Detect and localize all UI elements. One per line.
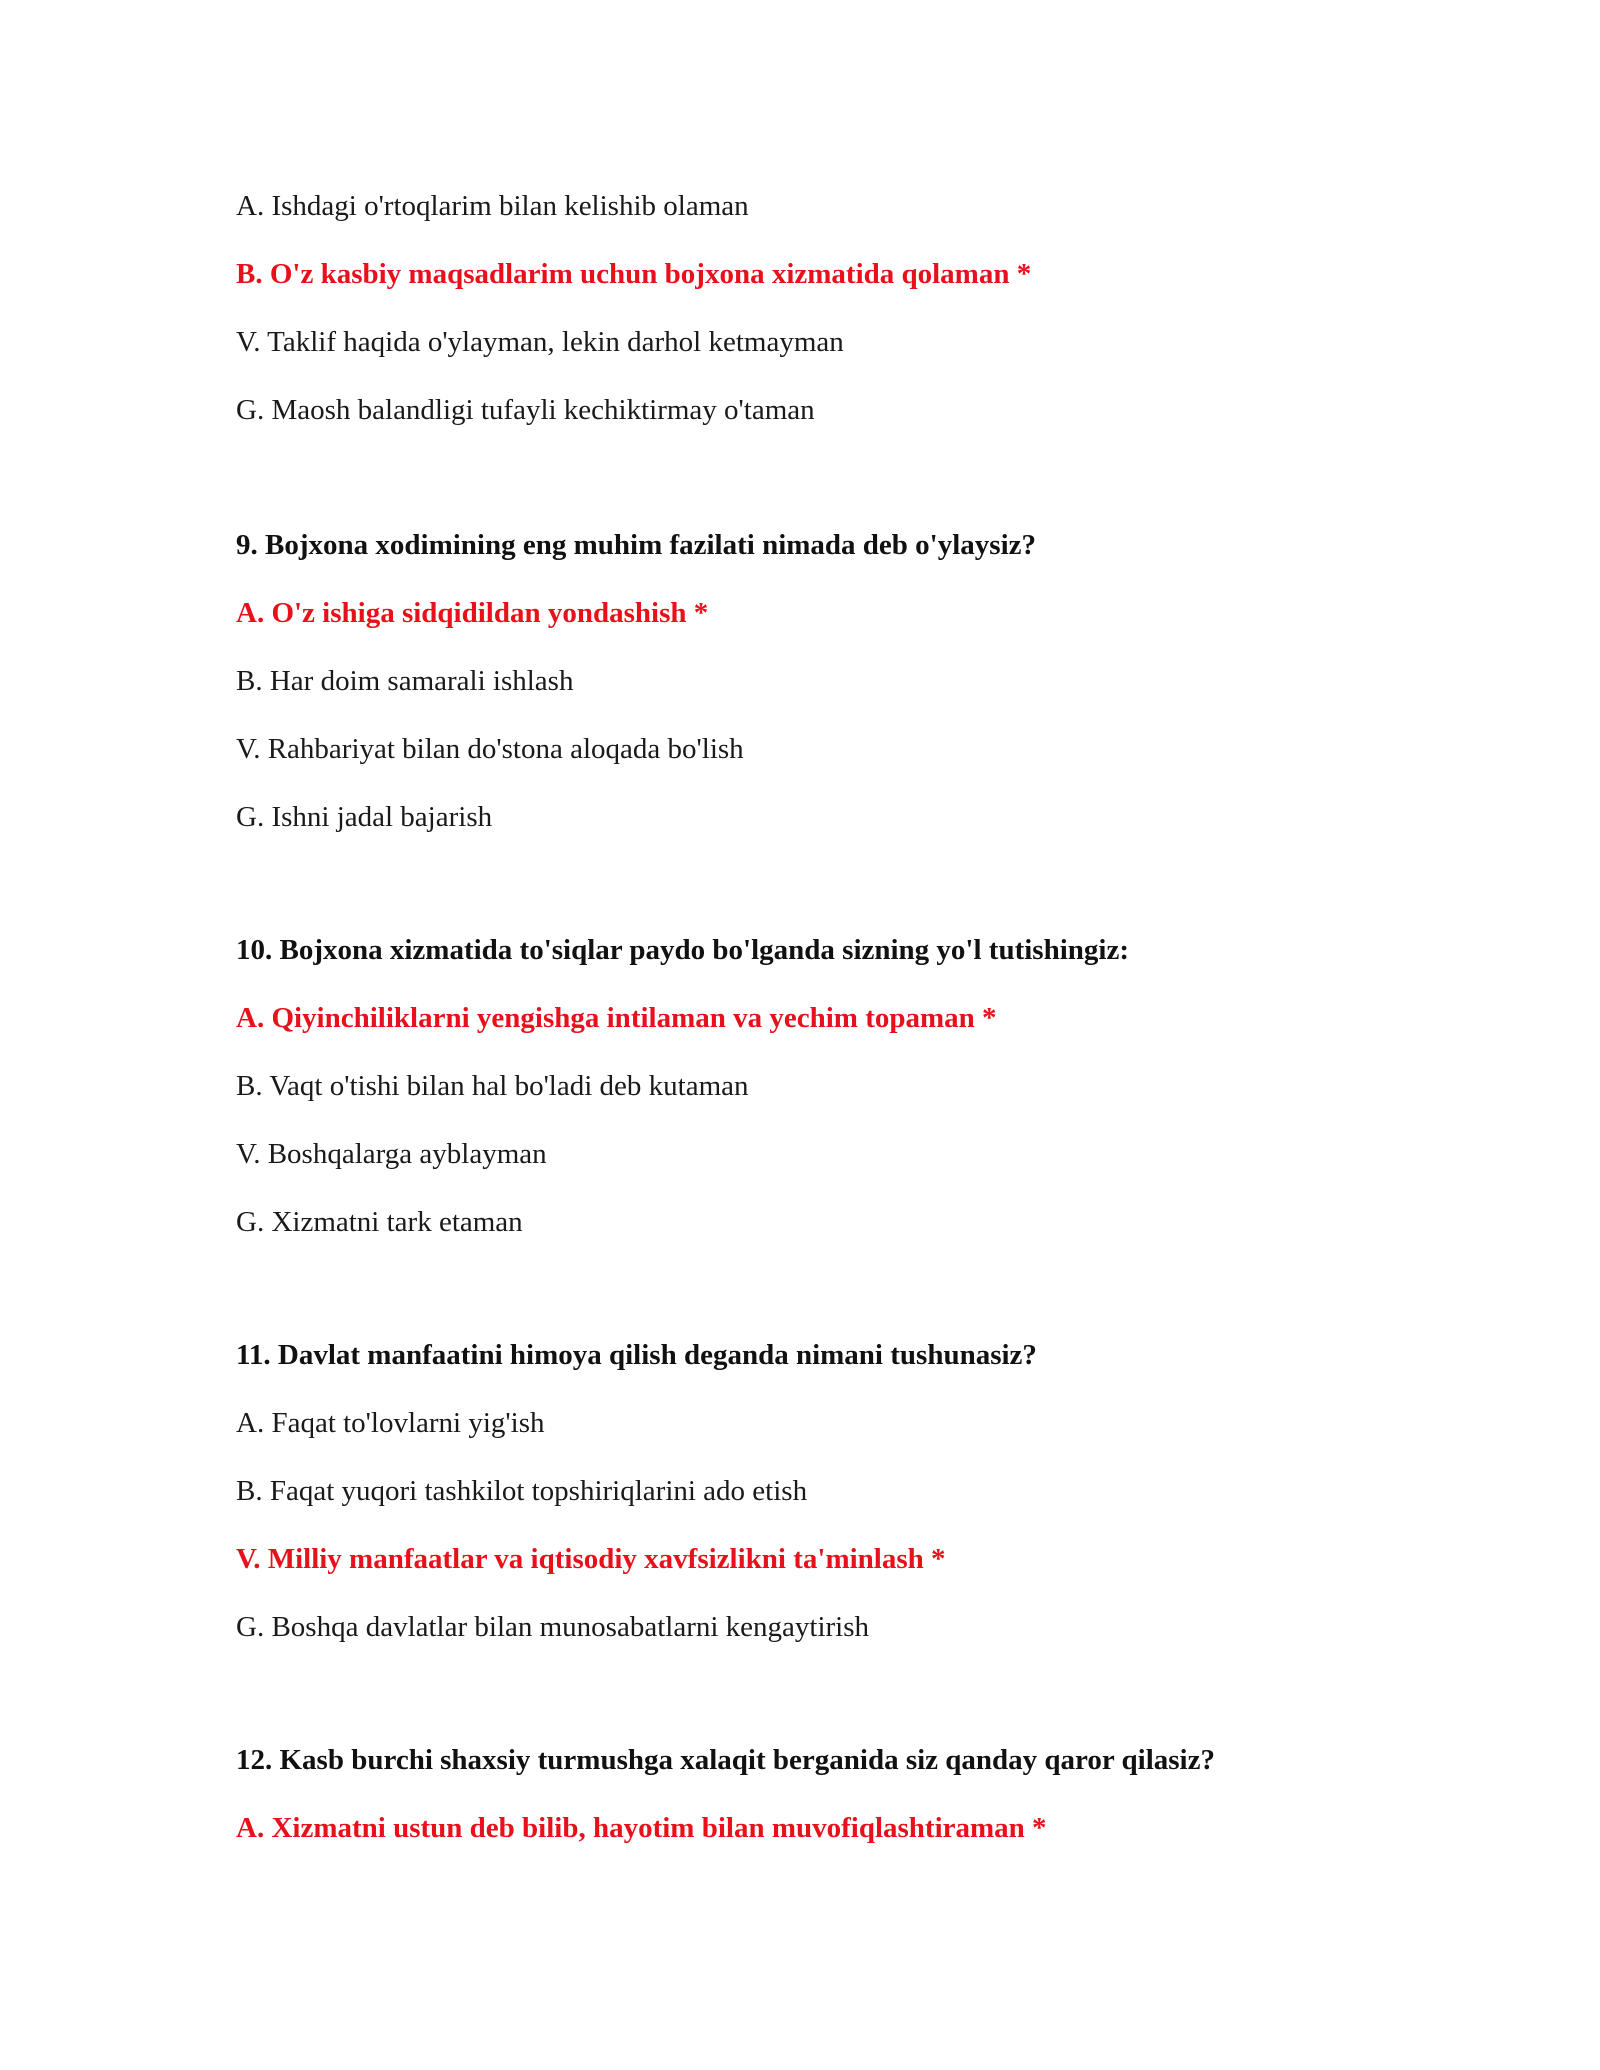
q10-option-v: V. Boshqalarga ayblayman [236, 1138, 547, 1170]
option-b-correct: B. O'z kasbiy maqsadlarim uchun bojxona xizmatida qolaman * [236, 258, 1032, 290]
q11-option-v-correct: V. Milliy manfaatlar va iqtisodiy xavfsizlikni ta'minlash * [236, 1543, 946, 1575]
q9-option-a-correct: A. O'z ishiga sidqidildan yondashish * [236, 597, 709, 629]
q10-option-g: G. Xizmatni tark etaman [236, 1206, 523, 1238]
question-11-title: 11. Davlat manfaatini himoya qilish deganda nimani tushunasiz? [236, 1339, 1037, 1371]
q12-option-a-correct: A. Xizmatni ustun deb bilib, hayotim bilan muvofiqlashtiraman * [236, 1812, 1047, 1844]
q9-option-b: B. Har doim samarali ishlash [236, 665, 574, 697]
q9-option-g: G. Ishni jadal bajarish [236, 801, 493, 833]
question-9-title: 9. Bojxona xodimining eng muhim fazilati nimada deb o'ylaysiz? [236, 529, 1037, 561]
option-g: G. Maosh balandligi tufayli kechiktirmay o'taman [236, 394, 815, 426]
q9-option-v: V. Rahbariyat bilan do'stona aloqada bo'lish [236, 733, 744, 765]
q11-option-g: G. Boshqa davlatlar bilan munosabatlarni kengaytirish [236, 1611, 870, 1643]
q10-option-b: B. Vaqt o'tishi bilan hal bo'ladi deb kutaman [236, 1070, 749, 1102]
q11-option-a: A. Faqat to'lovlarni yig'ish [236, 1407, 545, 1439]
option-a: A. Ishdagi o'rtoqlarim bilan kelishib olaman [236, 190, 749, 222]
question-10-title: 10. Bojxona xizmatida to'siqlar paydo bo'lganda sizning yo'l tutishingiz: [236, 934, 1129, 966]
question-12-title: 12. Kasb burchi shaxsiy turmushga xalaqit berganida siz qanday qaror qilasiz? [236, 1744, 1215, 1776]
option-v: V. Taklif haqida o'ylayman, lekin darhol ketmayman [236, 326, 844, 358]
q10-option-a-correct: A. Qiyinchiliklarni yengishga intilaman va yechim topaman * [236, 1002, 997, 1034]
q11-option-b: B. Faqat yuqori tashkilot topshiriqlarini ado etish [236, 1475, 808, 1507]
